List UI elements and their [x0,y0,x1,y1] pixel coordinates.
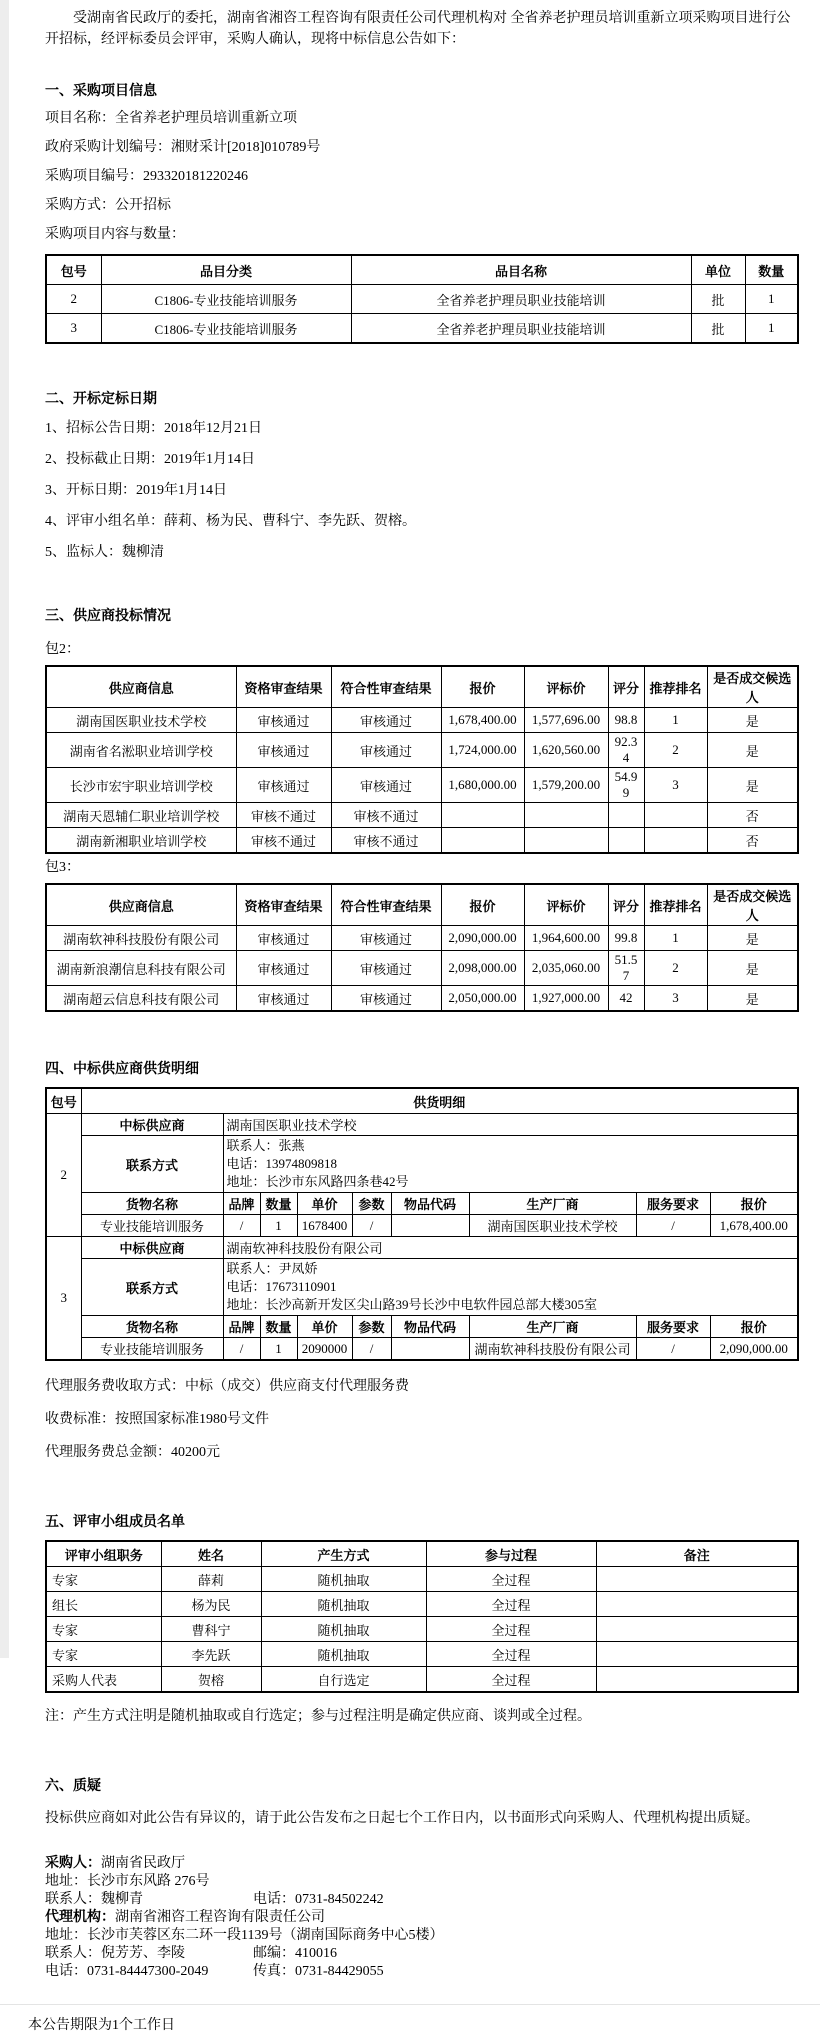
agency-fax: 传真：0731-84429055 [253,1964,384,1979]
supplier-label-cell: 中标供应商 [81,1237,223,1259]
table-cell: 杨为民 [161,1592,261,1617]
table-cell: 2 [46,285,101,314]
table-cell [596,1667,798,1693]
col-header-price: 报价 [710,1193,798,1215]
table-cell [391,1215,469,1237]
col-header-price: 报价 [441,884,524,926]
table-cell: 审核通过 [331,951,441,986]
table-cell: 审核通过 [331,708,441,733]
table-cell: 3 [644,768,707,803]
table-cell: 3 [46,314,101,344]
table-cell: 全过程 [426,1667,596,1693]
col-header-service-req: 服务要求 [636,1316,710,1338]
table-cell: 1 [745,314,798,344]
table-cell [524,828,608,854]
col-header-rank: 推荐排名 [644,666,707,708]
col-header-eval-price: 评标价 [524,884,608,926]
table-cell: 1678400 [297,1215,352,1237]
table-row [46,708,798,733]
table-row [46,951,798,986]
col-header-qualification: 资格审查结果 [236,666,331,708]
table-cell: 是 [707,986,798,1012]
deadline-date: 2、投标截止日期：2019年1月14日 [45,452,255,467]
table-row [46,1114,798,1136]
purchaser-name: 湖南省民政厅 [101,1856,185,1871]
agency-fee-method: 代理服务费收取方式：中标（成交）供应商支付代理服务费 [45,1379,409,1394]
table-cell: 专业技能培训服务 [81,1338,223,1361]
table-cell: / [352,1215,391,1237]
section2-title: 二、开标定标日期 [45,392,157,407]
table-cell: 审核通过 [236,986,331,1012]
table-cell: 湖南超云信息科技有限公司 [46,986,236,1012]
col-header-candidate: 是否成交候选人 [707,666,798,708]
table-row [46,768,798,803]
table-cell: 1,579,200.00 [524,768,608,803]
agency-name: 湖南省湘咨工程咨询有限责任公司 [115,1910,325,1925]
agency-phone: 电话：0731-84447300-2049 [45,1964,209,1979]
table-cell: 2,035,060.00 [524,951,608,986]
table-cell: 否 [707,828,798,854]
table-row [46,314,798,344]
col-header-service-req: 服务要求 [636,1193,710,1215]
col-header-score: 评分 [608,666,644,708]
table-row [46,986,798,1012]
table-row [46,1237,798,1259]
table-cell: 否 [707,803,798,828]
pkg-number-cell: 3 [46,1237,81,1361]
objection-text: 投标供应商如对此公告有异议的，请于此公告发布之日起七个工作日内，以书面形式向采购人、代理机构提出质疑。 [45,1811,759,1826]
table-cell: 专业技能培训服务 [81,1215,223,1237]
table-cell: 审核不通过 [236,803,331,828]
table-cell: C1806-专业技能培训服务 [101,314,351,344]
table-row [46,803,798,828]
col-header-item-code: 物品代码 [391,1193,469,1215]
table-cell: 1 [745,285,798,314]
intro-paragraph: 受湖南省民政厅的委托，湖南省湘咨工程咨询有限责任公司代理机构对 全省养老护理员培训重新立项采购项目进行公开招标，经评标委员会评审，采购人确认，现将中标信息公告如下： [45,11,791,47]
table-cell: 99.8 [608,926,644,951]
table-cell: 92.34 [608,733,644,768]
table-cell: 专家 [46,1567,161,1592]
table-cell: / [636,1338,710,1361]
col-header-pkg: 包号 [46,1088,81,1114]
table-cell: 1,678,400.00 [710,1215,798,1237]
col-header-item-name: 品目名称 [351,255,691,285]
table-cell: 全过程 [426,1617,596,1642]
table-cell: 2,090,000.00 [441,926,524,951]
col-header-supplier: 供应商信息 [46,666,236,708]
table-cell: 1,620,560.00 [524,733,608,768]
items-table [45,254,799,344]
table-cell: 是 [707,733,798,768]
col-header-candidate: 是否成交候选人 [707,884,798,926]
contact-phone: 电话：17673110901 [226,1279,337,1294]
table-cell: 2 [644,733,707,768]
col-header-qty: 数量 [260,1316,297,1338]
announce-date: 1、招标公告日期：2018年12月21日 [45,421,262,436]
table-cell: 审核通过 [236,708,331,733]
table-cell: 审核通过 [331,768,441,803]
content-quantity-label: 采购项目内容与数量： [45,227,185,242]
table-cell: 采购人代表 [46,1667,161,1693]
col-header-unit-price: 单价 [297,1193,352,1215]
supervisor: 5、监标人：魏柳清 [45,545,164,560]
plan-number: 政府采购计划编号：湘财采计[2018]010789号 [45,140,321,155]
col-header-category: 品目分类 [101,255,351,285]
table-cell: 专家 [46,1642,161,1667]
table-cell: 审核不通过 [331,828,441,854]
table-cell: 批 [691,285,745,314]
review-header-row [46,1541,798,1567]
footer-divider [0,2004,820,2005]
bids-header-row [46,884,798,926]
table-row [46,1642,798,1667]
table-cell: 51.57 [608,951,644,986]
table-cell: 2,090,000.00 [710,1338,798,1361]
table-cell: 1,577,696.00 [524,708,608,733]
col-header-rank: 推荐排名 [644,884,707,926]
selection-note: 注：产生方式注明是随机抽取或自行选定；参与过程注明是确定供应商、谈判或全过程。 [45,1709,591,1724]
col-header-selection: 产生方式 [261,1541,426,1567]
table-row [46,1259,798,1316]
table-cell: 审核通过 [236,768,331,803]
table-cell: 1,678,400.00 [441,708,524,733]
table-row [46,1567,798,1592]
contact-address: 地址：长沙高新开发区尖山路39号长沙中电软件园总部大楼305室 [226,1297,598,1312]
contact-info-cell [223,1259,798,1316]
table-cell: 审核通过 [236,733,331,768]
table-row [46,733,798,768]
table-cell: 3 [644,986,707,1012]
col-header-price: 报价 [710,1316,798,1338]
table-cell: / [352,1338,391,1361]
table-cell: 湖南软神科技股份有限公司 [46,926,236,951]
goods-row [46,1215,798,1237]
opening-date: 3、开标日期：2019年1月14日 [45,483,227,498]
items-table-header-row [46,255,798,285]
col-header-manufacturer: 生产厂商 [469,1193,636,1215]
table-cell [644,803,707,828]
col-header-goods-name: 货物名称 [81,1193,223,1215]
agency-contact-line [45,1945,515,1962]
col-header-conformity: 符合性审查结果 [331,884,441,926]
col-header-qty: 数量 [745,255,798,285]
table-cell: 湖南新湘职业培训学校 [46,828,236,854]
section4-title: 四、中标供应商供货明细 [45,1062,199,1077]
table-cell: C1806-专业技能培训服务 [101,285,351,314]
supplier-name-cell: 湖南软神科技股份有限公司 [223,1237,798,1259]
table-cell: 1 [644,708,707,733]
goods-row [46,1338,798,1361]
table-cell: 随机抽取 [261,1592,426,1617]
table-cell: 1,927,000.00 [524,986,608,1012]
table-cell: / [636,1215,710,1237]
col-header-brand: 品牌 [223,1316,260,1338]
pkg2-bids-table [45,665,799,854]
table-cell [596,1617,798,1642]
pkg3-label: 包3： [45,860,80,875]
agency-address: 地址：长沙市芙蓉区东二环一段1139号（湖南国际商务中心5楼） [45,1928,444,1943]
procurement-method: 采购方式：公开招标 [45,198,171,213]
table-cell: 全过程 [426,1642,596,1667]
table-cell: 54.99 [608,768,644,803]
table-cell [441,828,524,854]
pkg3-bids-table [45,883,799,1012]
col-header-qualification: 资格审查结果 [236,884,331,926]
col-header-manufacturer: 生产厂商 [469,1316,636,1338]
col-header-role: 评审小组职务 [46,1541,161,1567]
col-header-name: 姓名 [161,1541,261,1567]
project-number: 采购项目编号：293320181220246 [45,169,248,184]
table-cell: 2,050,000.00 [441,986,524,1012]
contact-person: 联系人：张燕 [226,1138,305,1153]
table-cell: 审核通过 [331,926,441,951]
col-header-score: 评分 [608,884,644,926]
table-cell: 曹科宁 [161,1617,261,1642]
review-team-table [45,1540,799,1693]
table-cell: 2 [644,951,707,986]
agency-phone-line [45,1963,515,1980]
page-edge-strip [0,0,9,1658]
col-header-params: 参数 [352,1193,391,1215]
table-cell: 审核通过 [236,951,331,986]
table-cell: 薛莉 [161,1567,261,1592]
table-row [46,285,798,314]
table-cell: 审核通过 [331,986,441,1012]
table-row [46,828,798,854]
table-cell: / [223,1215,260,1237]
purchaser-contact-line [45,1891,515,1908]
table-cell: 自行选定 [261,1667,426,1693]
goods-header-row [46,1316,798,1338]
purchaser-label: 采购人： [45,1856,101,1871]
col-header-params: 参数 [352,1316,391,1338]
col-header-pkg: 包号 [46,255,101,285]
col-header-conformity: 符合性审查结果 [331,666,441,708]
table-cell: 全省养老护理员职业技能培训 [351,314,691,344]
table-cell [596,1567,798,1592]
table-cell: 李先跃 [161,1642,261,1667]
table-cell [644,828,707,854]
table-cell: 审核不通过 [236,828,331,854]
agency-label: 代理机构： [45,1910,115,1925]
col-header-unit-price: 单价 [297,1316,352,1338]
table-cell: 审核通过 [236,926,331,951]
goods-header-row [46,1193,798,1215]
table-cell: 1 [644,926,707,951]
table-cell: 批 [691,314,745,344]
purchaser-address: 地址：长沙市东风路 276号 [45,1874,210,1889]
table-cell: 随机抽取 [261,1642,426,1667]
col-header-brand: 品牌 [223,1193,260,1215]
section3-title: 三、供应商投标情况 [45,609,171,624]
table-cell: 随机抽取 [261,1617,426,1642]
table-row [46,1592,798,1617]
pkg-number-cell: 2 [46,1114,81,1237]
col-header-remark: 备注 [596,1541,798,1567]
contact-label-cell: 联系方式 [81,1136,223,1193]
table-cell: 湖南新浪潮信息科技有限公司 [46,951,236,986]
table-cell: 湖南国医职业技术学校 [46,708,236,733]
table-row [46,1617,798,1642]
col-header-participation: 参与过程 [426,1541,596,1567]
table-cell: 1,964,600.00 [524,926,608,951]
table-cell: 98.8 [608,708,644,733]
table-cell: 1,680,000.00 [441,768,524,803]
table-cell: 1 [260,1215,297,1237]
table-cell: 全过程 [426,1567,596,1592]
contact-address: 地址：长沙市东风路四条巷42号 [226,1174,409,1189]
bids-header-row [46,666,798,708]
table-cell: 湖南国医职业技术学校 [469,1215,636,1237]
agency-contact: 联系人：倪芳芳、李陵 [45,1946,185,1961]
pkg2-label: 包2： [45,642,80,657]
table-cell: 2090000 [297,1338,352,1361]
table-cell: 贺榕 [161,1667,261,1693]
agency-line [45,1909,515,1926]
table-cell: 审核不通过 [331,803,441,828]
table-cell: 全过程 [426,1592,596,1617]
col-header-price: 报价 [441,666,524,708]
table-cell [524,803,608,828]
award-header-row [46,1088,798,1114]
validity-period: 本公告期限为1个工作日 [28,2018,175,2033]
section6-title: 六、质疑 [45,1779,101,1794]
table-cell: 湖南省名淞职业培训学校 [46,733,236,768]
review-team: 4、评审小组名单：薛莉、杨为民、曹科宁、李先跃、贺榕。 [45,514,416,529]
award-detail-table [45,1087,799,1361]
table-cell: 湖南软神科技股份有限公司 [469,1338,636,1361]
table-row [46,1136,798,1193]
supplier-name-cell: 湖南国医职业技术学校 [223,1114,798,1136]
table-cell: / [223,1338,260,1361]
table-cell: 审核通过 [331,733,441,768]
table-cell [441,803,524,828]
col-header-qty: 数量 [260,1193,297,1215]
table-cell: 是 [707,926,798,951]
table-cell: 是 [707,768,798,803]
contact-footer [45,1855,515,1980]
table-cell [608,828,644,854]
section1-title: 一、采购项目信息 [45,84,157,99]
col-header-supplier: 供应商信息 [46,884,236,926]
contact-person: 联系人：尹凤娇 [226,1261,318,1276]
contact-info-cell [223,1136,798,1193]
col-header-item-code: 物品代码 [391,1316,469,1338]
table-cell: 是 [707,708,798,733]
table-cell: 专家 [46,1617,161,1642]
table-cell: 2,098,000.00 [441,951,524,986]
project-name: 项目名称：全省养老护理员培训重新立项 [45,111,297,126]
fee-standard: 收费标准：按照国家标准1980号文件 [45,1412,269,1427]
table-cell: 组长 [46,1592,161,1617]
table-cell: 长沙市宏宇职业培训学校 [46,768,236,803]
table-cell: 湖南天恩辅仁职业培训学校 [46,803,236,828]
table-cell: 随机抽取 [261,1567,426,1592]
table-cell: 1,724,000.00 [441,733,524,768]
table-cell: 是 [707,951,798,986]
table-cell: 42 [608,986,644,1012]
supplier-label-cell: 中标供应商 [81,1114,223,1136]
purchaser-contact: 联系人：魏柳青 [45,1892,143,1907]
table-row [46,1667,798,1693]
col-header-goods-name: 货物名称 [81,1316,223,1338]
table-cell [596,1642,798,1667]
purchaser-line [45,1855,515,1872]
col-header-eval-price: 评标价 [524,666,608,708]
col-header-unit: 单位 [691,255,745,285]
table-cell [391,1338,469,1361]
table-row [46,926,798,951]
table-cell: 全省养老护理员职业技能培训 [351,285,691,314]
purchaser-phone: 电话：0731-84502242 [253,1892,384,1907]
col-header-detail: 供货明细 [81,1088,798,1114]
table-cell [596,1592,798,1617]
table-cell: 1 [260,1338,297,1361]
table-cell [608,803,644,828]
agency-zip: 邮编：410016 [253,1946,337,1961]
contact-phone: 电话：13974809818 [226,1156,338,1171]
agency-fee-total: 代理服务费总金额：40200元 [45,1445,220,1460]
section5-title: 五、评审小组成员名单 [45,1515,185,1530]
contact-label-cell: 联系方式 [81,1259,223,1316]
